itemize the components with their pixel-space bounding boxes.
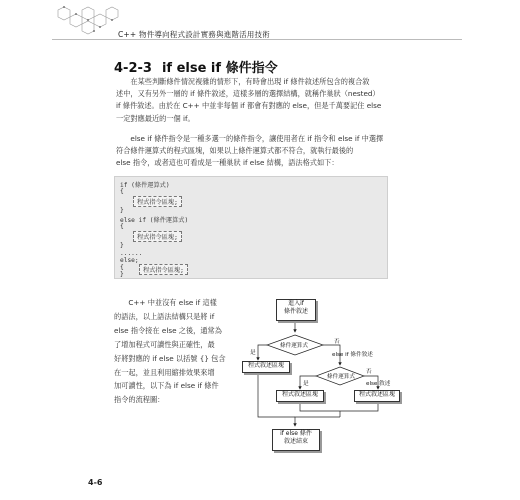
code-line: ......: [120, 250, 143, 257]
explain-line: else 指令，或者這也可看成是一種巢狀 if else 結構，語法格式如下：: [116, 158, 339, 168]
book-title: C++ 物件導向程式設計實務與進階活用技術: [118, 30, 270, 39]
flow-end-box: if else 條件 敘述結束: [272, 429, 320, 451]
intro-paragraph: [116, 76, 384, 125]
code-line: {: [120, 223, 124, 230]
side-line: 好將對應的 if else 以括號 {} 包含: [114, 353, 226, 363]
page-number: 4-6: [88, 478, 103, 487]
explain-paragraph: [116, 133, 384, 170]
hexagon-decoration: [52, 6, 122, 40]
section-heading: [114, 57, 278, 76]
flow-cond2-label: 條件運算式: [327, 374, 355, 380]
explain-line: else if 條件指令是一種多選一的條件指令，讓使用者在 if 指令和 else if 中選擇: [130, 134, 384, 143]
code-line: if (條件運算式): [120, 182, 170, 189]
header-rule: [52, 39, 462, 40]
section-number: 4-2-3: [114, 61, 152, 76]
flowchart: [240, 295, 400, 465]
intro-line: 在某些判斷條件情況複雜的情形下，有時會出現 if 條件敘述所包含的複合敘: [130, 77, 370, 86]
flow-block2: 程式敘述區塊: [276, 390, 324, 402]
section-title: if else if 條件指令: [161, 61, 278, 76]
side-line: 指令的流程圖：: [114, 395, 165, 405]
side-paragraph: [114, 296, 238, 407]
side-line: 加可讀性，以下為 if else if 條件: [114, 381, 219, 391]
code-line: else if (條件運算式): [120, 217, 189, 224]
code-line: }: [120, 271, 124, 278]
code-block: 程式指令區塊;: [139, 264, 188, 275]
code-block: 程式指令區塊;: [133, 196, 182, 207]
code-line: {: [120, 264, 124, 271]
flow-cond1-label: 條件運算式: [280, 343, 308, 349]
flow-no-label: 否: [334, 339, 340, 345]
side-line: 的語法，以上語法結構只是將 if: [114, 311, 215, 321]
code-line: else;: [120, 257, 139, 264]
flow-yes2-label: 是: [303, 381, 309, 387]
flow-else-label: else 敘述: [366, 381, 391, 387]
side-line: 在一起，並且利用縮排效果來增: [114, 367, 215, 377]
flow-start-box: 進入if 條件敘述: [276, 299, 316, 321]
syntax-code-box: [114, 176, 388, 279]
code-block: 程式指令區塊;: [133, 231, 182, 242]
intro-line: 一定對應最近的一個 if。: [116, 113, 195, 123]
code-line: }: [120, 207, 124, 214]
flow-block1: 程式敘述區塊: [242, 361, 290, 373]
flow-else-if-label: else if 條件敘述: [332, 352, 373, 358]
intro-line: 述中，又有另外一層的 if 條件敘述，這樣多層的選擇結構，就稱作巢狀（nested）: [116, 89, 380, 99]
code-line: {: [120, 188, 124, 195]
intro-line: if 條件敘述。由於在 C++ 中並非每個 if 都會有對應的 else，但是千萬要記住 else: [116, 101, 382, 111]
flow-block3: 程式敘述區塊: [354, 390, 400, 402]
side-line: 了增加程式可讀性與正確性，最: [114, 339, 215, 349]
side-line: else 指令接在 else 之後，通常為: [114, 325, 222, 335]
explain-line: 符合條件運算式的程式區塊，如果以上條件運算式都不符合，就執行最後的: [116, 146, 354, 156]
code-line: }: [120, 242, 124, 249]
side-line: C++ 中並沒有 else if 這樣: [128, 298, 217, 307]
flow-no2-label: 否: [366, 369, 372, 375]
flow-yes-label: 是: [250, 350, 256, 356]
